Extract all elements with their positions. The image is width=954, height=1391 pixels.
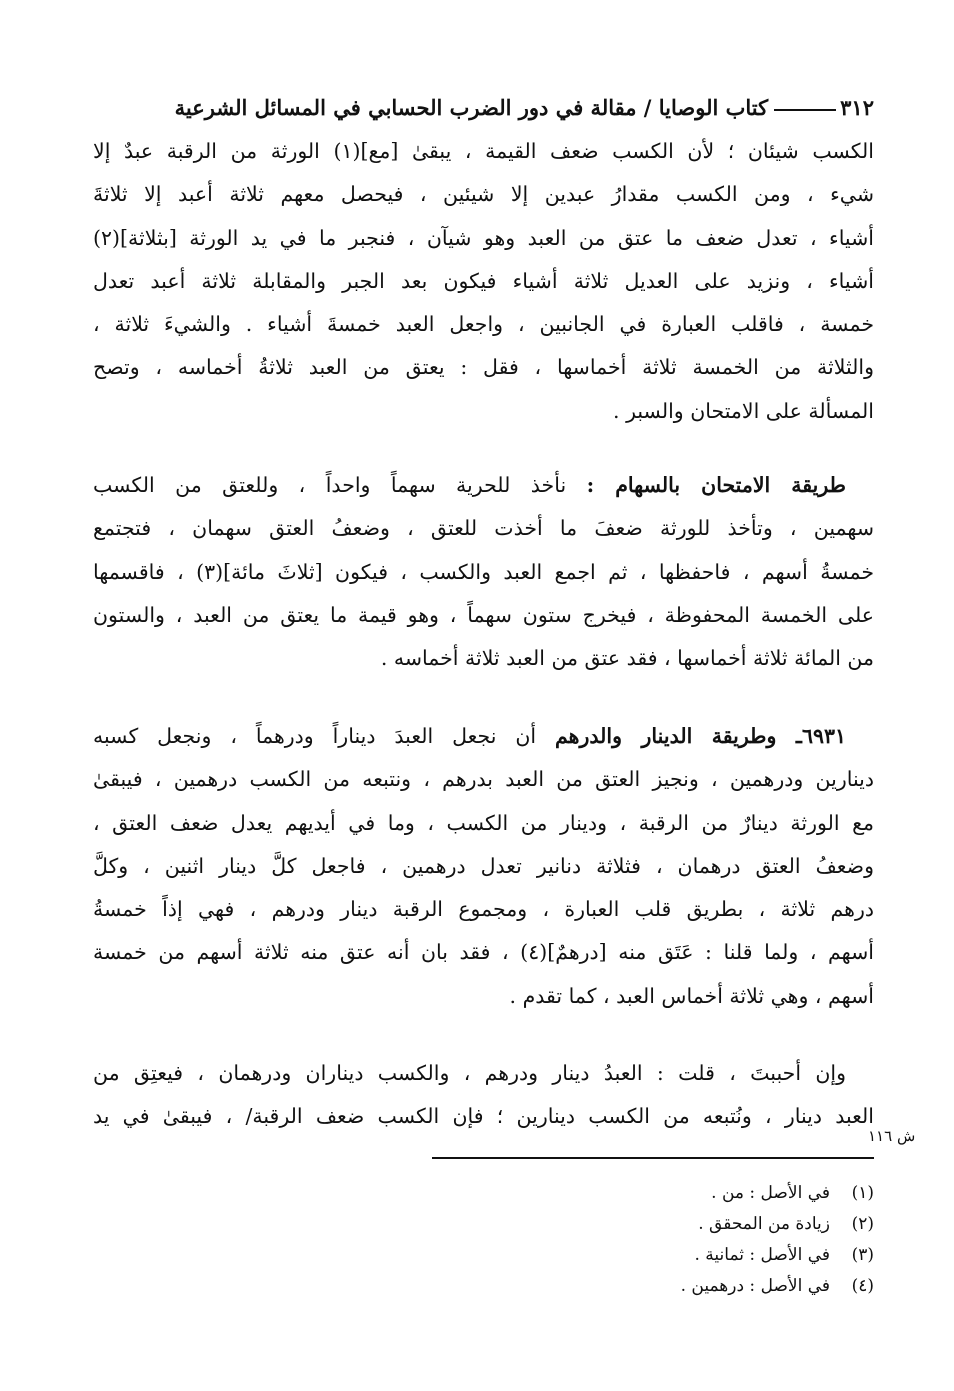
text-line: العبد دينار ، ونُتبعه من الكسب دينارين ؛ فإن الكسب ضعف الرقبة/ ، فيبقىٰ في يد [93,1104,874,1129]
paragraph-4 [93,1052,874,1139]
footnote [400,1240,874,1271]
text-line: أشياء ، تعدل ضعف ما عتق من العبد وهو شيآن ، فنجبر ما في يد الورثة [بثلاثة](٢) [93,225,874,250]
paragraph-2 [93,464,874,680]
footnote-text: زيادة من المحقق . [698,1214,830,1234]
footnote-separator [432,1157,874,1159]
text-run: نأخذ للحرية سهماً واحداً ، وللعتق من الكسب [93,473,587,497]
text-line: المسألة على الامتحان والسبر . [613,398,874,423]
text-line: أشياء ، ونزيد على العديل ثلاثة أشياء فيكون بعد الجبر والمقابلة ثلاثة أعبد تعدل [93,268,874,293]
footnote-number: (١) [851,1183,874,1203]
text-run: أن نجعل العبدَ ديناراً ودرهماً ، ونجعل كسبه [93,724,556,748]
footnote [400,1178,874,1209]
text-line: درهم ثلاثة ، بطريق قلب العبارة ، ومجموع الرقبة دينار ودرهم ، فهي إذاً خمسةُ [93,897,874,922]
section-heading: ٦٩٣١ـ وطريقة الدينار والدرهم [555,724,846,748]
paragraph-3 [93,715,874,1018]
footnote [400,1209,874,1240]
text-line: الكسب شيئان ؛ لأن الكسب ضعف القيمة ، يبقىٰ [مع](١) الورثة من الرقبة عبدٌ إلا [93,139,874,163]
text-line: أسهم ، ولما قلنا : عَتَق منه [درهمٌ](٤) ، فقد بان أنه عتق منه ثلاثة أسهم من خمسة [93,940,874,965]
running-header [93,86,874,120]
text-line: على الخمسة المحفوظة ، فيخرج ستون سهماً ، وهو قيمة ما يعتق من العبد ، والستون [93,602,874,627]
margin-manuscript-ref: ش ١١٦ [868,1127,916,1145]
footnote-number: (٣) [851,1245,874,1265]
section-heading: طريقة الامتحان بالسهام : [586,473,846,497]
page-number: ٣١٢ [840,95,874,120]
text-line: شيء ، ومن الكسب مقدارُ عبدين إلا شيئين ، فيحصل معهم ثلاثة أعبد إلا ثلاثةَ [93,182,874,207]
text-line [93,464,874,507]
footnote-text: في الأصل : درهمين . [680,1276,830,1296]
text-line: سهمين ، وتأخذ للورثة ضعفَ ما أخذت للعتق ، وضعفُ العتق سهمان ، فتجتمع [93,516,874,541]
text-line [93,715,874,758]
footnote-number: (٢) [851,1214,874,1234]
text-line: أسهم ، وهي ثلاثة أخماس العبد ، كما تقدم . [509,983,874,1008]
text-line: من المائة ثلاثة أخماسها ، فقد عتق من العبد ثلاثة أخماسه . [380,646,874,671]
paragraph-1 [93,130,874,433]
text-line: خمسة ، فاقلب العبارة في الجانبين ، واجعل العبد خمسةَ أشياء . والشيءَ ثلاثة ، [93,312,874,337]
text-line: خمسةُ أسهم ، فاحفظها ، ثم اجمع العبد والكسب ، فيكون [ثلاثَ مائة](٣) ، فاقسمها [93,559,874,584]
footnotes [400,1178,874,1302]
footnote-text: في الأصل : من . [711,1183,830,1203]
footnote-text: في الأصل : ثمانية . [694,1245,830,1265]
footnote-number: (٤) [851,1276,874,1296]
footnote [400,1271,874,1302]
text-line: والثلاثة من الخمسة ثلاثة أخماسها ، فقل : يعتق من العبد ثلاثةُ أخماسه ، وتصح [93,355,874,380]
header-title: كتاب الوصايا / مقالة في دور الضرب الحسابي في المسائل الشرعية [174,95,769,120]
text-line: مع الورثة دينارٌ من الرقبة ، ودينار من الكسب ، وما في أيديهم يعدل ضعف العتق ، [93,810,874,835]
text-line: دينارين ودرهمين ، ونجيز العتق من العبد بدرهم ، ونتبعه من الكسب درهمين ، فيبقىٰ [93,767,874,792]
text-line: وضعفُ العتق درهمان ، فثلاثة دنانير تعدل درهمين ، فاجعل كلَّ دينار اثنين ، وكلَّ [93,853,874,878]
text-line: وإن أحببتَ ، قلت : العبدُ دينار ودرهم ، والكسب ديناران ودرهمان ، فيعتِق من [93,1061,846,1085]
header-rule [774,109,836,111]
